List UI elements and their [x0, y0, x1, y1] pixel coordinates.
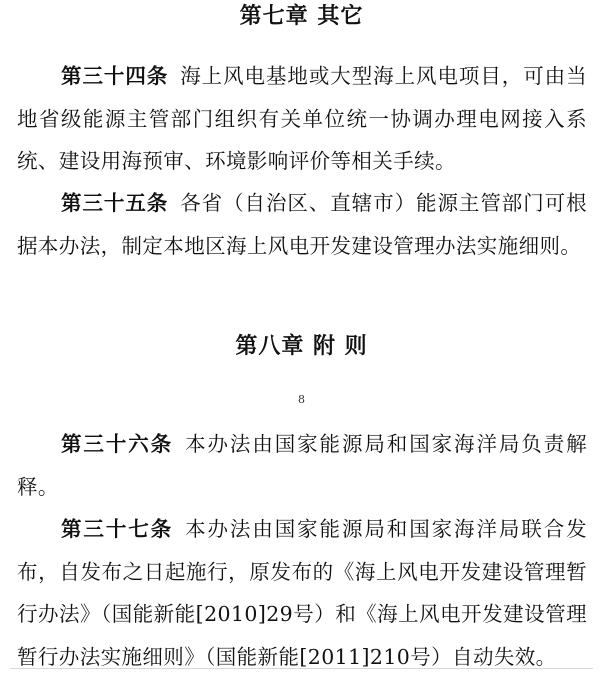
article-36-text: 本办法由国家能源局和国家海洋局负责解释。	[17, 432, 588, 499]
article-35	[17, 182, 587, 267]
chapter-7-title: 第七章 其它	[239, 4, 364, 29]
article-36	[17, 423, 587, 508]
article-34	[17, 55, 587, 183]
article-35-number: 第三十五条	[61, 191, 169, 215]
article-34-number: 第三十四条	[61, 64, 169, 88]
page-number: 8	[298, 393, 305, 406]
article-35-text: 各省（自治区、直辖市）能源主管部门可根据本办法，制定本地区海上风电开发建设管理办法实施细则。	[17, 191, 587, 258]
article-37-text: 本办法由国家能源局和国家海洋局联合发布，自发布之日起施行，原发布的《海上风电开发建设管理暂行办法》（国能新能[2010]29号）和《海上风电开发建设管理暂行办法实施细则》（国能新能[2011]210号）自动失效。	[17, 517, 588, 669]
article-34-text: 海上风电基地或大型海上风电项目，可由当地省级能源主管部门组织有关单位统一协调办理电网接入系统、建设用海预审、环境影响评价等相关手续。	[17, 64, 587, 173]
chapter-8-title: 第八章 附 则	[235, 334, 368, 359]
bottom-divider	[10, 668, 593, 669]
article-37-number: 第三十七条	[61, 517, 174, 541]
article-36-number: 第三十六条	[61, 432, 174, 456]
article-37	[17, 508, 587, 678]
